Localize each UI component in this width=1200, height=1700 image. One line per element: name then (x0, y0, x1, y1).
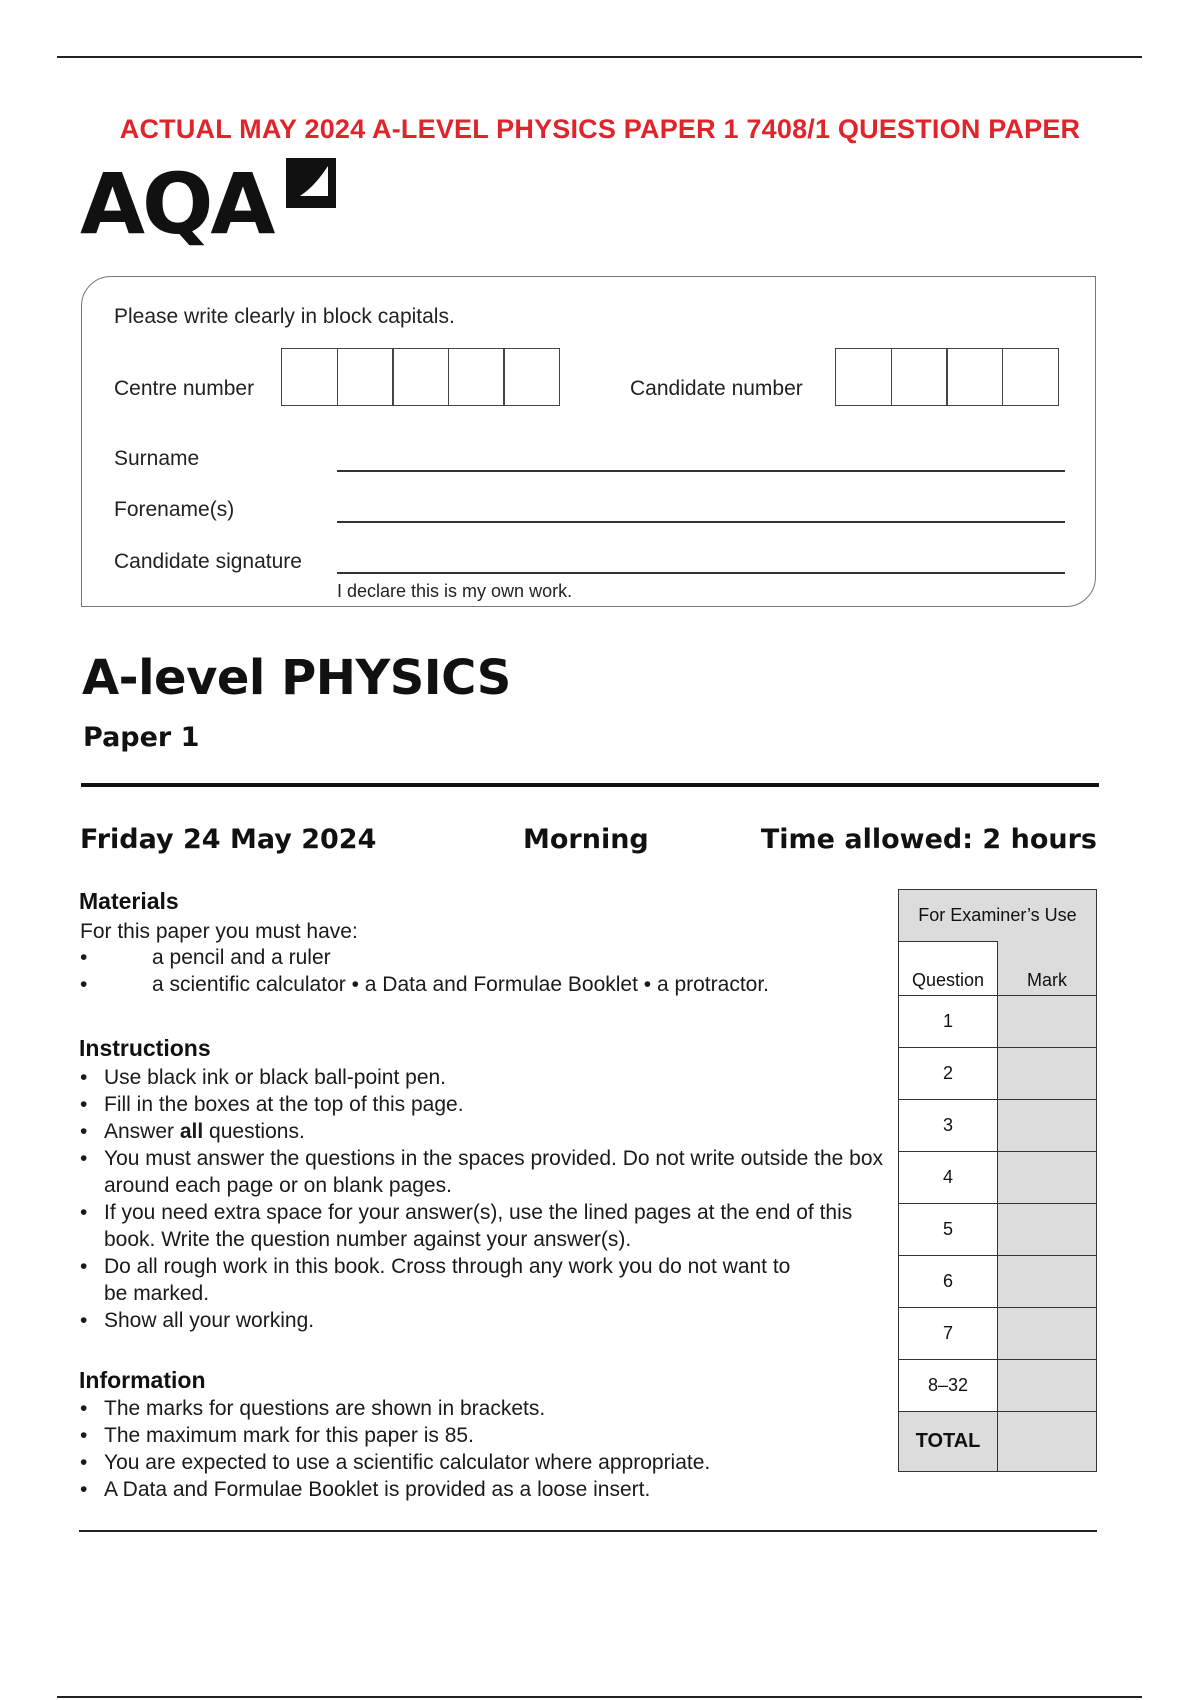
question-number: 2 (899, 1048, 998, 1100)
list-item: • a scientific calculator • a Data and Formulae Booklet • a protractor. (80, 973, 769, 996)
materials-item-text: a pencil and a ruler (152, 946, 331, 969)
information-text: You are expected to use a scientific calculator where appropriate. (104, 1451, 711, 1474)
list-item (80, 1307, 902, 1334)
mark-cell[interactable] (998, 1256, 1097, 1308)
materials-item-text: a scientific calculator • a Data and Formulae Booklet • a protractor. (152, 973, 769, 996)
instruction-text: Fill in the boxes at the top of this page. (104, 1093, 464, 1116)
instruction-text: Use black ink or black ball-point pen. (104, 1066, 447, 1089)
document-banner: ACTUAL MAY 2024 A-LEVEL PHYSICS PAPER 1 7408/1 QUESTION PAPER (119, 114, 1081, 144)
examiner-heading: For Examiner’s Use (899, 890, 1097, 942)
mark-cell[interactable] (998, 1308, 1097, 1360)
total-mark-cell[interactable] (998, 1412, 1097, 1472)
centre-number-label: Centre number (114, 377, 255, 400)
aqa-tick-icon (280, 152, 340, 214)
instructions-list (80, 1064, 902, 1334)
list-item (80, 1422, 910, 1449)
candidate-digit-box[interactable] (1002, 348, 1059, 406)
paper-subtitle: Paper 1 (83, 722, 200, 753)
candidate-number-boxes[interactable] (835, 348, 1059, 406)
instruction-text: questions. (203, 1120, 305, 1143)
centre-digit-box[interactable] (281, 348, 338, 406)
mark-cell[interactable] (998, 996, 1097, 1048)
information-text: The maximum mark for this paper is 85. (104, 1424, 474, 1447)
top-rule (57, 56, 1142, 58)
materials-intro: For this paper you must have: (80, 920, 358, 943)
aqa-logo (80, 152, 350, 252)
candidate-number-label: Candidate number (630, 377, 803, 400)
question-number: 3 (899, 1100, 998, 1152)
instruction-text: If you need extra space for your answer(s), use the lined pages at the end of this book. Write the question number against your answer(s). (104, 1201, 853, 1251)
question-number: 8–32 (899, 1360, 998, 1412)
page-title: A-level PHYSICS (82, 650, 511, 706)
candidate-digit-box[interactable] (946, 348, 1003, 406)
total-label: TOTAL (899, 1412, 998, 1472)
list-item (80, 1199, 902, 1253)
mark-cell[interactable] (998, 1152, 1097, 1204)
time-allowed: Time allowed: 2 hours (760, 824, 1097, 855)
question-number: 4 (899, 1152, 998, 1204)
mark-column-header: Mark (998, 942, 1097, 996)
materials-list (80, 944, 840, 998)
declaration-text: I declare this is my own work. (337, 581, 573, 601)
mark-cell[interactable] (998, 1048, 1097, 1100)
exam-date: Friday 24 May 2024 (80, 824, 377, 855)
list-item (80, 1449, 910, 1476)
forenames-field[interactable] (337, 521, 1065, 523)
list-item (80, 1395, 910, 1422)
information-heading: Information (79, 1367, 206, 1393)
list-item (80, 1064, 902, 1091)
centre-digit-box[interactable] (392, 348, 449, 406)
mark-cell[interactable] (998, 1100, 1097, 1152)
centre-digit-box[interactable] (503, 348, 560, 406)
list-item: • a pencil and a ruler (80, 946, 331, 969)
list-item (80, 1091, 902, 1118)
aqa-logo-text: AQA (80, 155, 273, 253)
instruction-text: Do all rough work in this book. Cross through any work you do not want to be marked. (104, 1255, 791, 1305)
question-number: 7 (899, 1308, 998, 1360)
signature-field[interactable] (337, 572, 1065, 574)
mark-cell[interactable] (998, 1204, 1097, 1256)
list-item (80, 1145, 902, 1199)
bottom-rule (57, 1696, 1142, 1698)
instruction-emphasis: all (179, 1120, 204, 1143)
forenames-label: Forename(s) (114, 498, 235, 521)
information-text: A Data and Formulae Booklet is provided as a loose insert. (104, 1478, 651, 1501)
surname-label: Surname (114, 447, 200, 470)
centre-number-boxes[interactable] (281, 348, 560, 406)
materials-heading: Materials (79, 888, 179, 914)
instruction-text: Show all your working. (104, 1309, 315, 1332)
centre-digit-box[interactable] (448, 348, 505, 406)
candidate-details-box (81, 276, 1096, 607)
list-item (80, 1476, 910, 1503)
centre-digit-box[interactable] (337, 348, 394, 406)
instruction-text: Answer (104, 1120, 180, 1143)
list-item (80, 1118, 902, 1145)
information-list (80, 1395, 910, 1503)
signature-label: Candidate signature (114, 550, 302, 573)
section-end-rule (79, 1530, 1097, 1532)
mark-cell[interactable] (998, 1360, 1097, 1412)
form-instruction: Please write clearly in block capitals. (114, 305, 455, 328)
exam-session: Morning (523, 824, 649, 855)
question-number: 5 (899, 1204, 998, 1256)
surname-field[interactable] (337, 470, 1065, 472)
question-column-header: Question (899, 942, 998, 996)
instruction-text: You must answer the questions in the spaces provided. Do not write outside the box around each page or on blank pages. (104, 1147, 884, 1197)
candidate-digit-box[interactable] (835, 348, 892, 406)
list-item (80, 1253, 804, 1307)
candidate-digit-box[interactable] (891, 348, 948, 406)
examiner-use-table (898, 889, 1097, 1472)
information-text: The marks for questions are shown in brackets. (104, 1397, 546, 1420)
instructions-heading: Instructions (79, 1035, 211, 1061)
question-number: 6 (899, 1256, 998, 1308)
question-number: 1 (899, 996, 998, 1048)
title-rule (81, 783, 1099, 787)
